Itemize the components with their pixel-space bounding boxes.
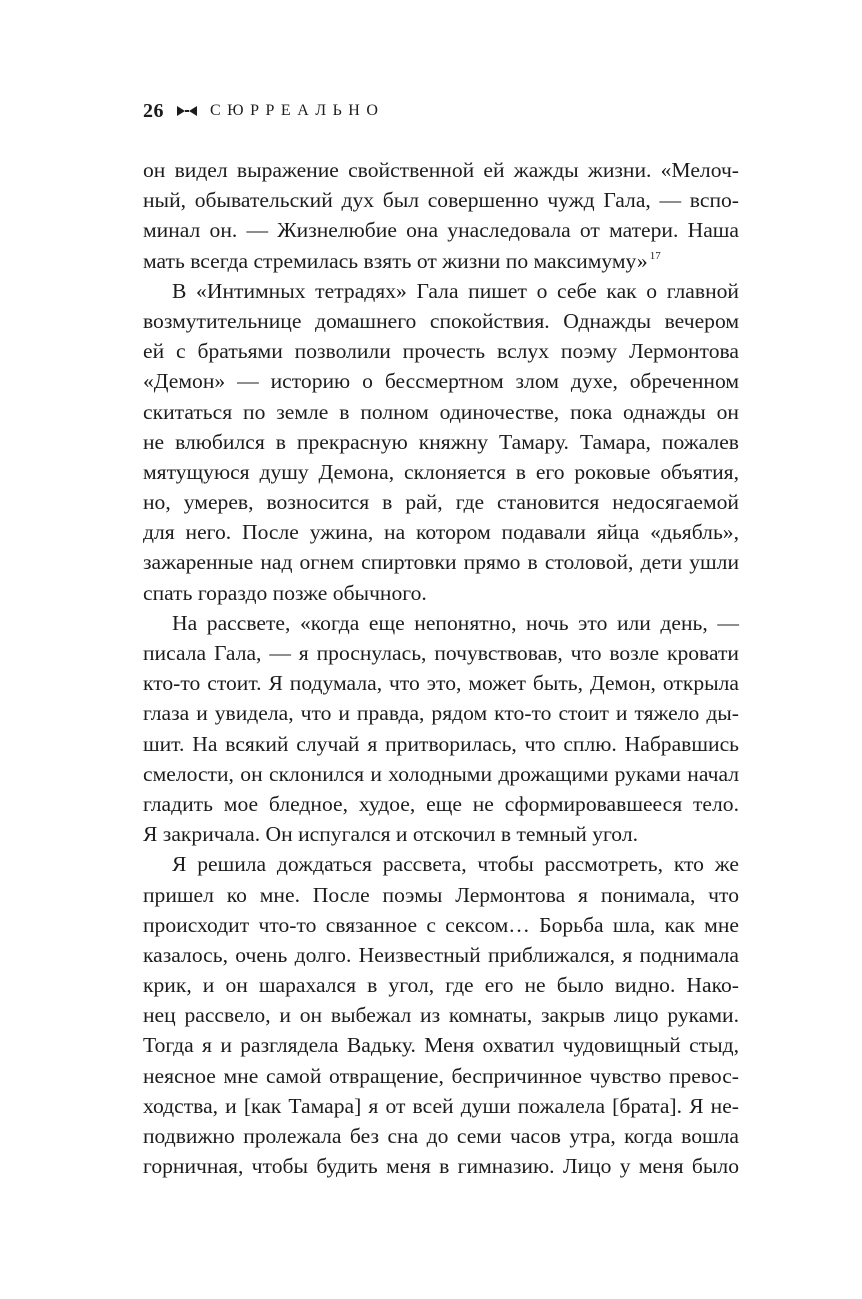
text-line: Я закричала. Он испугался и отскочил в темный угол. (143, 822, 638, 847)
running-header (143, 97, 384, 125)
text-line: казалось, очень долго. Неизвестный приближался, я поднимала (143, 942, 739, 967)
text-line: гладить мое бледное, худое, еще не сформировавшееся тело. (143, 791, 739, 816)
text-line: мятущуюся душу Демона, склоняется в его роковые объятия, (143, 459, 739, 484)
footnote-reference: 17 (649, 249, 661, 262)
text-line: писала Гала, — я проснулась, почувствовав, что возле кровати (143, 641, 739, 665)
text-line: шит. На всякий случай я притворилась, что сплю. Набравшись (143, 731, 739, 756)
text-line: пришел ко мне. После поэмы Лермонтова я понимала, что (143, 882, 739, 907)
double-arrow-ornament-icon (176, 105, 198, 117)
text-line: крик, и он шарахался в угол, где его не было видно. Нако- (143, 973, 739, 998)
text-line: ей с братьями позволили прочесть вслух поэму Лермонтова (143, 339, 739, 364)
paragraph-start-line: В «Интимных тетрадях» Гала пишет о себе как о главной (172, 278, 739, 303)
text-line-with-footnote (143, 246, 739, 276)
text-line: кто-то стоит. Я подумала, что это, может быть, Демон, открыла (143, 671, 739, 696)
text-line: неясное мне самой отвращение, беспричинное чувство превос- (143, 1063, 739, 1088)
text-line: нец рассвело, и он выбежал из комнаты, закрыв лицо руками. (143, 1003, 739, 1028)
text-line: ходства, и [как Тамара] я от всей души пожалела [брата]. Я не- (143, 1093, 739, 1118)
text-line: Тогда я и разглядела Вадьку. Меня охватил чудовищный стыд, (143, 1033, 739, 1058)
page-number: 26 (143, 99, 164, 122)
text-line: возмутительнице домашнего спокойствия. Однажды вечером (143, 308, 739, 333)
text-line: глаза и увидела, что и правда, рядом кто-то стоит и тяжело ды- (143, 701, 739, 726)
text-line: зажаренные над огнем спиртовки прямо в столовой, дети ушли (143, 550, 739, 575)
paragraph-start-line: На рассвете, «когда еще непонятно, ночь это или день, — (172, 610, 739, 635)
text-line: скитаться по земле в полном одиночестве, пока однажды он (143, 399, 739, 424)
section-title: СЮРРЕАЛЬНО (210, 102, 385, 119)
text-line: смелости, он склонился и холодными дрожащими руками начал (143, 761, 739, 786)
text-line: он видел выражение свойственной ей жажды жизни. «Мелоч- (143, 158, 739, 182)
text-line: не влюбился в прекрасную княжну Тамару. Тамара, пожалев (143, 429, 739, 454)
text-line: горничная, чтобы будить меня в гимназию. Лицо у меня было (143, 1154, 739, 1179)
text-line: мать всегда стремилась взять от жизни по максимуму» (143, 248, 648, 273)
text-line: подвижно пролежала без сна до семи часов утра, когда вошла (143, 1124, 739, 1148)
text-line: «Демон» — историю о бессмертном злом духе, обреченном (143, 369, 739, 394)
text-line: но, умерев, возносится в рай, где становится недосягаемой (143, 490, 739, 515)
body-text (143, 155, 739, 1181)
paragraph-start-line: Я решила дождаться рассвета, чтобы рассмотреть, кто же (172, 852, 739, 877)
text-line: минал он. — Жизнелюбие она унаследовала от матери. Наша (143, 218, 739, 243)
text-line: ный, обывательский дух был совершенно чужд Гала, — вспо- (143, 188, 739, 213)
text-line: спать гораздо позже обычного. (143, 580, 427, 605)
text-line: происходит что-то связанное с сексом… Борьба шла, как мне (143, 912, 739, 937)
text-line: для него. После ужина, на котором подавали яйца «дьябль», (143, 520, 739, 545)
